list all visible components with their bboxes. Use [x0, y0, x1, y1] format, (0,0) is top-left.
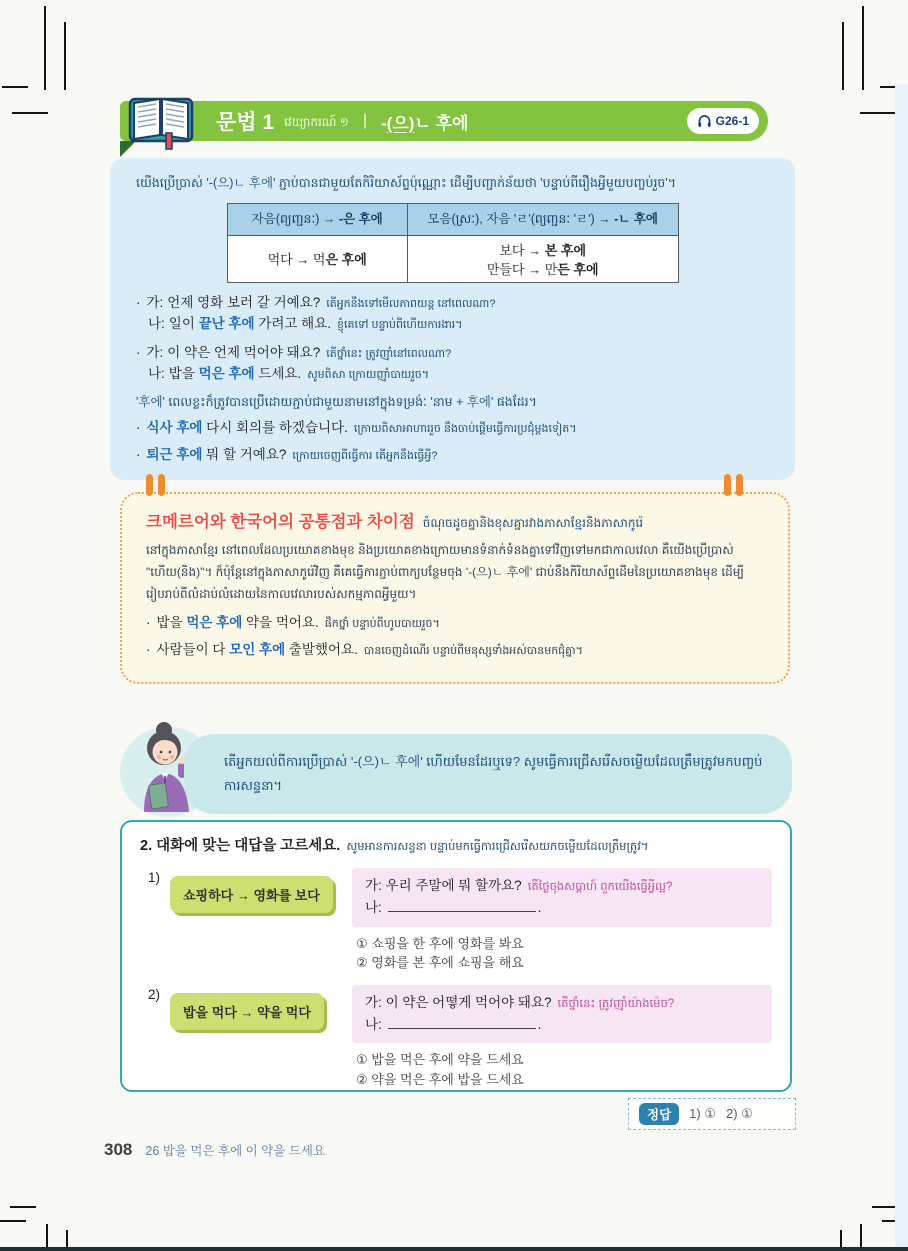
options-list: [356, 1050, 772, 1089]
option-2: ② 약을 먹은 후에 밥을 드세요: [356, 1071, 524, 1087]
khmer-translation: ក្រោយចេញពីធ្វើការ តើអ្នកនឹងធ្វើអ្វី?: [292, 450, 438, 463]
comparison-title: 크메르어와 한국어의 공통점과 차이점 ចំណុចដូចគ្នានិងខុសគ្នារវាងភាសាខ្មែរនិងភាសាកូរ៉េ: [146, 513, 644, 531]
option-2: ② 영화를 본 후에 쇼핑을 해요: [356, 955, 524, 971]
dialog-card: 가: 이 약은 어떻게 먹어야 돼요? តើថ្នាំនេះ ត្រូវញ៉ាំយ៉ាងម៉េច? 나: .: [352, 985, 772, 1044]
option-1: ① 밥을 먹은 후에 약을 드세요: [356, 1052, 524, 1068]
answer-blank: [388, 898, 536, 912]
prompt-chip: 밥을 먹다 → 약을 먹다: [170, 993, 324, 1030]
example-sentence: · 사람들이 다 모인 후에 출발했어요. បានចេញដំណើរ បន្ទាប់ពីមនុស្សទាំងអស់បានមកជុំគ្នា។: [146, 640, 764, 660]
item-number: 2): [148, 986, 161, 1002]
example-sentence: · 식사 후에 다시 회의를 하겠습니다. ក្រោយពិសាអាហាររួច នឹងចាប់ផ្ដើមធ្វើការប្រជុំម្ដងទៀត។: [136, 418, 769, 439]
audio-track-label: G26-1: [715, 114, 749, 128]
crop-mark: [860, 112, 896, 114]
table-header-consonant: 자음(ព្យញ្ជនៈ) → -은 후에: [227, 203, 407, 235]
comparison-body: នៅក្នុងភាសាខ្មែរ នៅពេលដែលប្រយោគខាងមុខ និងប្រយោគខាងក្រោយមានទំនាក់ទំនងគ្នាទៅវិញទៅមកជាកាលវេលា គឺយើងប្រើប្រាស់ "ហើយ(និង)"។ ក៏ប៉ុន្តែនៅក្នុងភាសាកូរ៉េវិញ គឺគេធ្វើការភ្ជាប់ពាក្យបន្ថែមចុង '-(으)ㄴ 후에' ជាប់នឹងកិរិយាស័ព្ទដើមនៃប្រយោគខាងមុខ ដើម្បីរៀបរាប់ពីលំដាប់លំដោយនៃកាលវេលារបស់សកម្មភាពអ្វីមួយ។: [146, 543, 744, 602]
dialog-card: 가: 우리 주말에 뭐 할까요? តើថ្ងៃចុងសប្ដាហ៍ ពួកយើងធ្វើអ្វីល្អ? 나: .: [352, 868, 772, 927]
section-title-khmer: វេយ្យាករណ៍ ១: [284, 115, 349, 129]
answer-2: 2) ①: [725, 1106, 753, 1121]
khmer-translation: ផឹកថ្នាំ បន្ទាប់ពីហូបបាយរួច។: [324, 617, 440, 630]
headphone-icon: [697, 114, 712, 128]
crop-mark: [2, 86, 28, 88]
crop-mark: [10, 1206, 36, 1208]
answer-key-badge: 정답: [639, 1103, 679, 1125]
item-number: 1): [148, 870, 161, 885]
quote-mark: [146, 474, 172, 496]
book-icon: [124, 91, 198, 151]
exercise-heading: 2. 대화에 맞는 대답을 고르세요. សូមអានការសន្ទនា បន្ទាប់មកធ្វើការជ្រើសរើសយកចម្លើយដែលត្រឹមត្រូវ។: [140, 838, 649, 854]
page-footer: [104, 1140, 325, 1160]
tip-bubble: [184, 734, 792, 814]
khmer-translation: តើថ្នាំនេះ ត្រូវញ៉ាំយ៉ាងម៉េច?: [557, 997, 675, 1010]
grammar-keyword: 퇴근 후에: [146, 447, 203, 463]
example-sentence: · 퇴근 후에 뭐 할 거예요? ក្រោយចេញពីធ្វើការ តើអ្នកនឹងធ្វើអ្វី?: [136, 445, 769, 466]
grammar-keyword: 식사 후에: [146, 420, 203, 436]
crop-mark: [12, 112, 48, 114]
grammar-intro: យើងប្រើប្រាស់ '-(으)ㄴ 후에' ភ្ជាប់បានជាមួយតែកិរិយាស័ព្ទប៉ុណ្ណោះ ដើម្បីបញ្ជាក់ន័យថា 'បន្ទាប់ពីរឿងអ្វីមួយបញ្ចប់រួច'។: [136, 176, 676, 190]
table-header-vowel: 모음(ស្រៈ), 자음 'ㄹ'(ព្យញ្ជនៈ 'ㄹ') → -ㄴ 후에: [407, 203, 678, 235]
khmer-translation: ខ្ញុំគេទៅ បន្ទាប់ពីហើយការងារ។: [337, 318, 463, 331]
header-divider: |: [362, 112, 367, 129]
table-cell-example-consonant: 먹다 → 먹은 후에: [227, 235, 407, 282]
crop-mark: [44, 6, 46, 90]
grammar-keyword: 끝난 후에: [198, 315, 255, 331]
exercise-box: [120, 820, 792, 1092]
crop-mark: [842, 22, 844, 90]
audio-tag: [687, 108, 759, 134]
page-number: 308: [104, 1140, 133, 1159]
section-title: 문법 1: [216, 111, 275, 134]
comparison-title-khmer: ចំណុចដូចគ្នានិងខុសគ្នារវាងភាសាខ្មែរនិងភាសាកូរ៉េ: [422, 516, 644, 530]
exercise-heading-khmer: សូមអានការសន្ទនា បន្ទាប់មកធ្វើការជ្រើសរើសយកចម្លើយដែលត្រឹមត្រូវ។: [346, 841, 649, 853]
crop-mark: [64, 22, 66, 90]
grammar-keyword: 먹은 후에: [198, 365, 255, 381]
example-dialog: · 가: 언제 영화 보러 갈 거예요? តើអ្នកនឹងទៅមើលភាពយន្ត នៅពេលណា? 나: 일이 끝난 후에 가려고 해요. ខ្ញុំគេទៅ បន្ទាប់ពីហើយការងារ។: [136, 293, 769, 335]
grammar-box: [110, 158, 795, 480]
example-sentence: · 밥을 먹은 후에 약을 먹어요. ផឹកថ្នាំ បន្ទាប់ពីហូបបាយរួច។: [146, 613, 764, 633]
option-1: ① 쇼핑을 한 후에 영화를 봐요: [356, 935, 524, 951]
khmer-translation: តើថ្នាំនេះ ត្រូវញ៉ាំនៅពេលណា?: [326, 347, 452, 360]
exercise-item: [140, 868, 772, 973]
grammar-keyword: 먹은 후에: [186, 614, 243, 630]
crop-mark: [0, 1220, 26, 1222]
chapter-title: 26 밥을 먹은 후에 이 약을 드세요: [145, 1144, 326, 1158]
page-edge-strip: [0, 1247, 908, 1251]
khmer-translation: តើអ្នកនឹងទៅមើលភាពយន្ត នៅពេលណា?: [326, 297, 496, 310]
section-header: [120, 101, 768, 141]
answer-key: [628, 1098, 796, 1130]
conjugation-table: [227, 203, 679, 283]
page-edge-strip: [895, 84, 908, 1247]
khmer-translation: តើថ្ងៃចុងសប្ដាហ៍ ពួកយើងធ្វើអ្វីល្អ?: [527, 881, 673, 893]
grammar-note: '후에' ពេលខ្លះក៏ត្រូវបានប្រើដោយភ្ជាប់ជាមួយនាមនៅក្នុងទម្រង់ៈ 'នាម + 후에' ផងដែរ។: [136, 395, 537, 410]
grammar-keyword: 모인 후에: [229, 641, 286, 657]
example-dialog: · 가: 이 약은 언제 먹어야 돼요? តើថ្នាំនេះ ត្រូវញ៉ាំនៅពេលណា? 나: 밥을 먹은 후에 드세요. សូមពិសា ក្រោយញ៉ាំបាយរួច។: [136, 343, 769, 385]
khmer-translation: សូមពិសា ក្រោយញ៉ាំបាយរួច។: [307, 368, 429, 381]
khmer-translation: ក្រោយពិសាអាហាររួច នឹងចាប់ផ្ដើមធ្វើការប្រជុំម្ដងទៀត។: [353, 423, 577, 436]
crop-mark: [862, 6, 864, 90]
answer-blank: [388, 1015, 536, 1029]
exercise-item: [140, 985, 772, 1090]
comparison-box: [120, 492, 790, 684]
tip-text: តើអ្នកយល់ពីការប្រើប្រាស់ '-(으)ㄴ 후에' ហើយមែនដែរឬទេ? សូមធ្វើការជ្រើសរើសចម្លើយដែលត្រឹមត្រូវមកបញ្ចប់ការសន្ទនា។: [224, 753, 763, 793]
khmer-translation: បានចេញដំណើរ បន្ទាប់ពីមនុស្សទាំងអស់បានមកជុំគ្នា។: [363, 644, 583, 657]
answer-1: 1) ①: [689, 1106, 716, 1121]
grammar-pattern: -(으)ㄴ 후에: [381, 113, 469, 133]
quote-mark: [724, 474, 750, 496]
table-cell-example-vowel: 보다 → 본 후에 만들다 → 만든 후에: [407, 235, 678, 282]
options-list: [356, 934, 772, 973]
prompt-chip: 쇼핑하다 → 영화를 보다: [170, 876, 333, 913]
